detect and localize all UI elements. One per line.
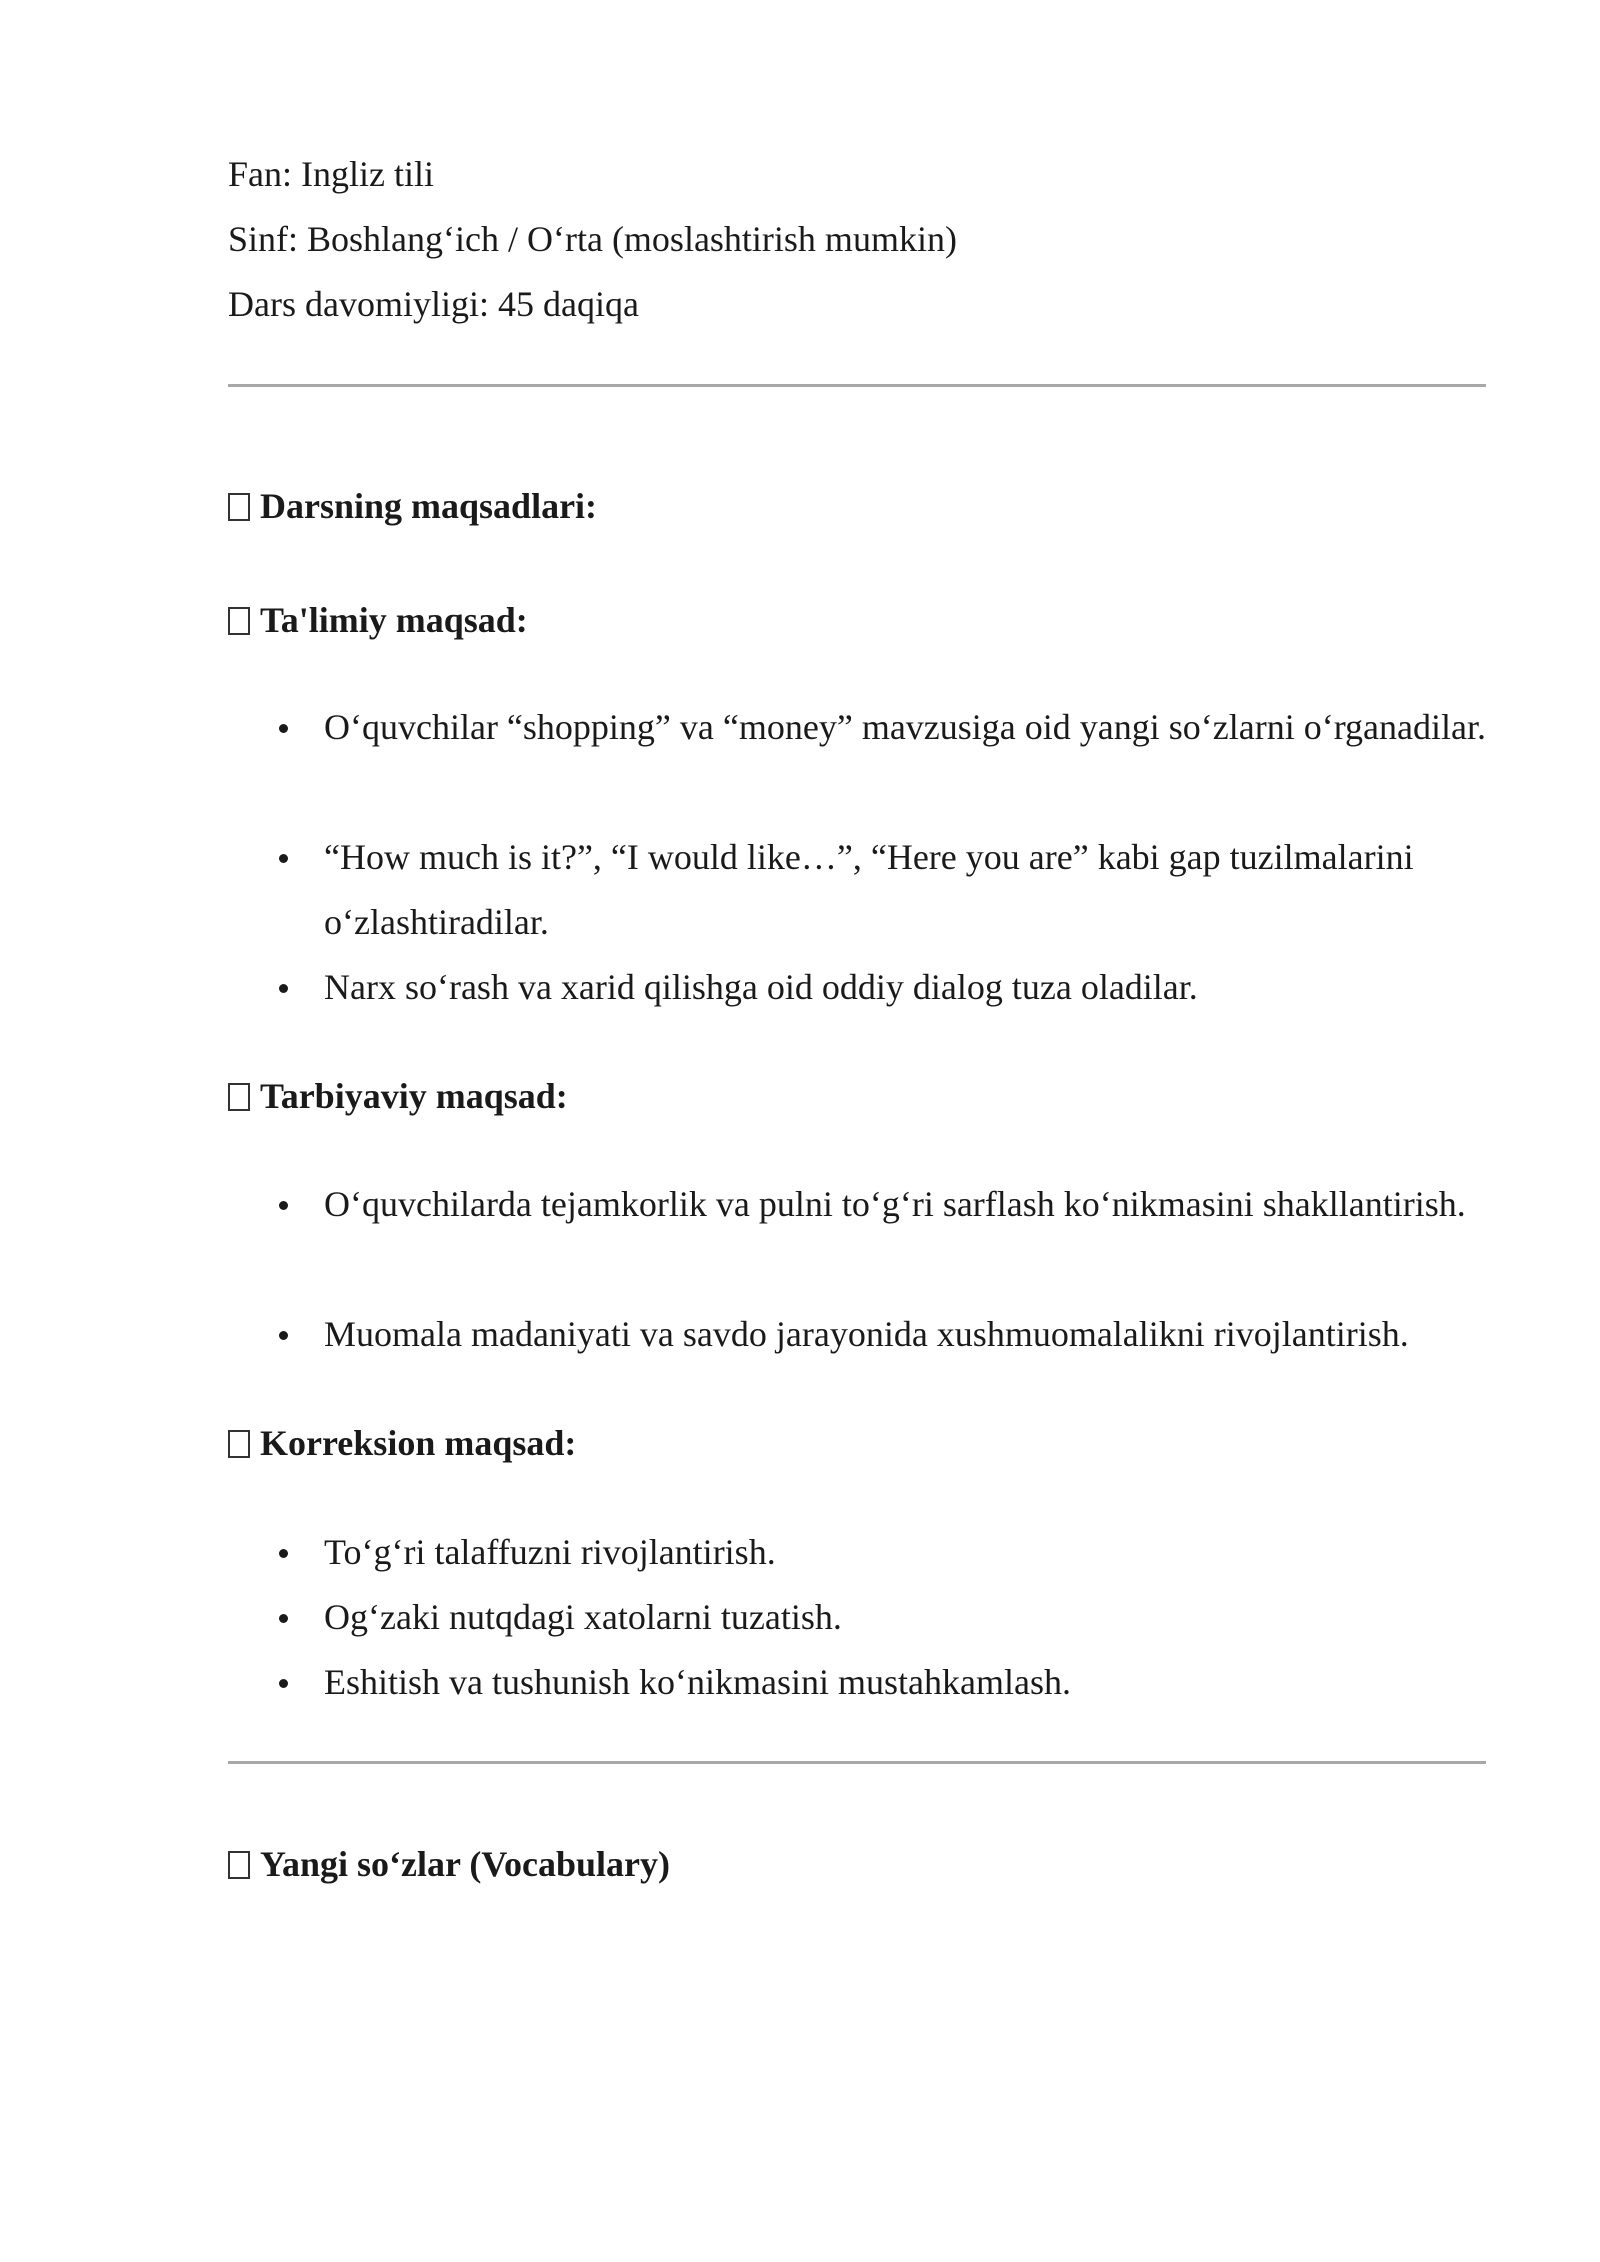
upbringing-objective-heading — [228, 1074, 568, 1118]
correction-objective-heading-text: Korreksion maqsad: — [260, 1423, 577, 1463]
list-item: To‘g‘ri talaffuzni rivojlantirish. — [324, 1520, 1494, 1585]
grade-line: Sinf: Boshlang‘ich / O‘rta (moslashtirish mumkin) — [228, 219, 957, 259]
subject-line: Fan: Ingliz tili — [228, 154, 434, 194]
missing-glyph-box-icon — [228, 1851, 250, 1879]
list-item: Muomala madaniyati va savdo jarayonida xushmuomalalikni rivojlantirish. — [324, 1302, 1494, 1367]
missing-glyph-box-icon — [228, 607, 250, 635]
divider — [228, 1761, 1486, 1764]
missing-glyph-box-icon — [228, 493, 250, 521]
list-item: O‘quvchilar “shopping” va “money” mavzusiga oid yangi so‘zlarni o‘rganadilar. — [324, 695, 1494, 760]
educational-objective-heading-text: Ta'limiy maqsad: — [260, 600, 528, 640]
vocabulary-heading — [228, 1842, 670, 1886]
list-item: “How much is it?”, “I would like…”, “Here you are” kabi gap tuzilmalarini o‘zlashtiradilar. — [324, 825, 1494, 955]
document-page — [228, 0, 1488, 2262]
objectives-heading-text: Darsning maqsadlari: — [260, 486, 598, 526]
missing-glyph-box-icon — [228, 1430, 250, 1458]
list-item: Eshitish va tushunish ko‘nikmasini mustahkamlash. — [324, 1650, 1494, 1715]
list-item: Narx so‘rash va xarid qilishga oid oddiy dialog tuza oladilar. — [324, 955, 1494, 1020]
vocabulary-heading-text: Yangi so‘zlar (Vocabulary) — [260, 1844, 671, 1884]
list-item: O‘quvchilarda tejamkorlik va pulni to‘g‘ri sarflash ko‘nikmasini shakllantirish. — [324, 1172, 1494, 1237]
correction-objective-heading — [228, 1421, 576, 1465]
divider — [228, 384, 1486, 387]
educational-objective-heading — [228, 598, 528, 642]
duration-line: Dars davomiyligi: 45 daqiqa — [228, 284, 639, 324]
list-item: Og‘zaki nutqdagi xatolarni tuzatish. — [324, 1585, 1494, 1650]
missing-glyph-box-icon — [228, 1083, 250, 1111]
objectives-heading — [228, 484, 597, 528]
upbringing-objective-heading-text: Tarbiyaviy maqsad: — [260, 1076, 568, 1116]
